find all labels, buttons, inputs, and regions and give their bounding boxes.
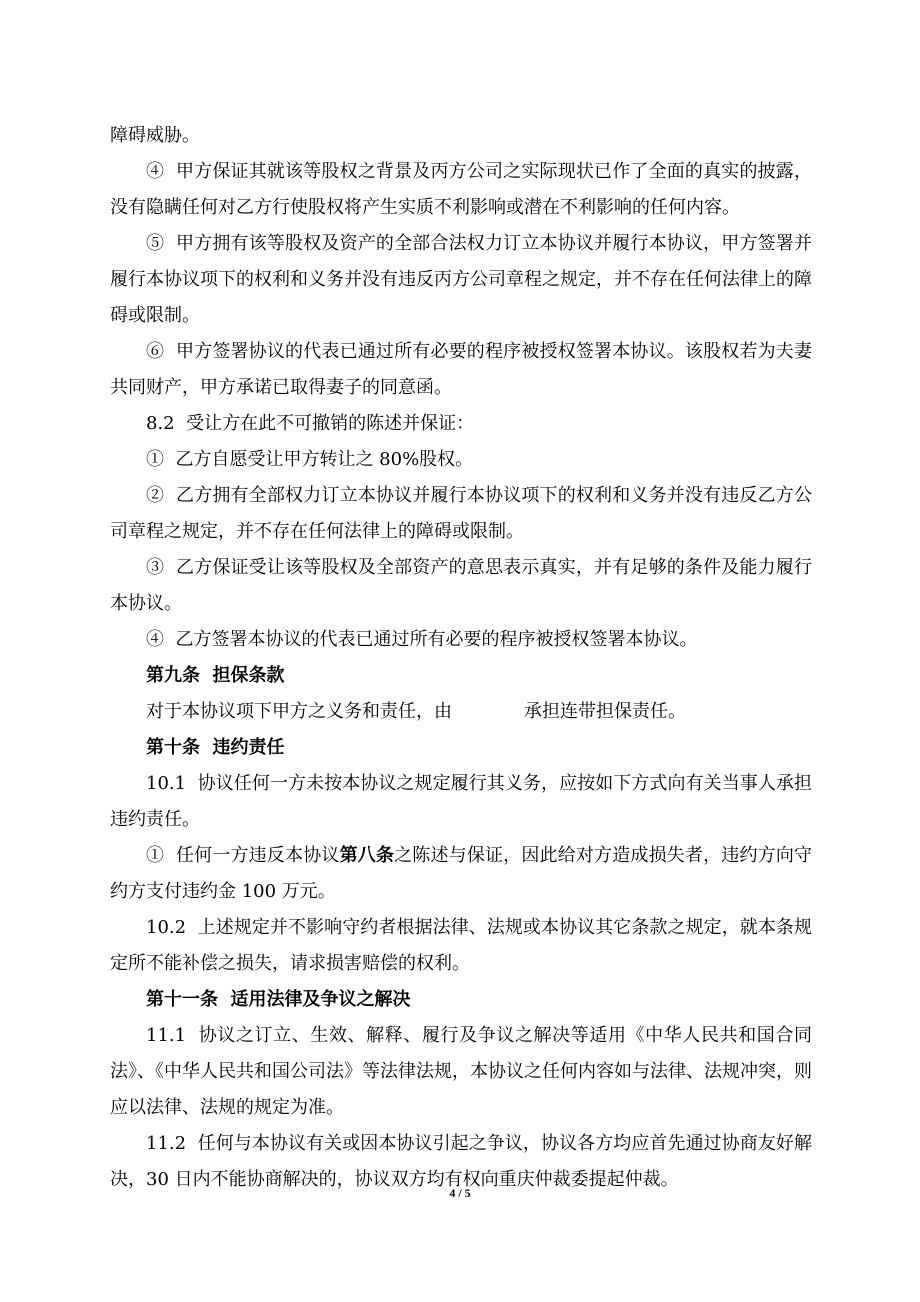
document-body <box>110 118 812 1198</box>
heading-article-10: 第十条 违约责任 <box>146 737 285 758</box>
paragraph-buyer-warranty-2: ② 乙方拥有全部权力订立本协议并履行本协议项下的权利和义务并没有违反乙方公司章程之规定，并不存在任何法律上的障碍或限制。 <box>110 485 812 542</box>
paragraph-8-2: 8.2 受让方在此不可撤销的陈述并保证： <box>146 413 475 434</box>
paragraph-10-2: 10.2 上述规定并不影响守约者根据法律、法规或本协议其它条款之规定，就本条规定所不能补偿之损失，请求损害赔偿的权利。 <box>110 917 812 974</box>
paragraph-warranty-6: ⑥ 甲方签署协议的代表已通过所有必要的程序被授权签署本协议。该股权若为夫妻共同财产，甲方承诺已取得妻子的同意函。 <box>110 341 812 398</box>
heading-article-11: 第十一条 适用法律及争议之解决 <box>146 989 411 1010</box>
paragraph-10-1: 10.1 协议任何一方未按本协议之规定履行其义务，应按如下方式向有关当事人承担违约责任。 <box>110 773 812 830</box>
paragraph-continuation: 障碍威胁。 <box>110 125 200 146</box>
paragraph-warranty-4: ④ 甲方保证其就该等股权之背景及丙方公司之实际现状已作了全面的真实的披露，没有隐瞒任何对乙方行使股权将产生实质不利影响或潜在不利影响的任何内容。 <box>110 161 812 218</box>
paragraph-11-2: 11.2 任何与本协议有关或因本协议引起之争议，协议各方均应首先通过协商友好解决，30 日内不能协商解决的，协议双方均有权向重庆仲裁委提起仲裁。 <box>110 1133 812 1190</box>
paragraph-buyer-warranty-3: ③ 乙方保证受让该等股权及全部资产的意思表示真实，并有足够的条件及能力履行本协议。 <box>110 557 812 614</box>
paragraph-breach-1 <box>110 838 812 910</box>
guarantee-text-start: 对于本协议项下甲方之义务和责任，由 <box>146 701 452 722</box>
paragraph-buyer-warranty-4: ④ 乙方签署本协议的代表已通过所有必要的程序被授权签署本协议。 <box>146 629 698 650</box>
paragraph-guarantee <box>110 694 812 730</box>
guarantee-text-end: 承担连带担保责任。 <box>524 701 686 722</box>
page-number: 4 / 5 <box>449 1186 471 1200</box>
breach-article-ref: 第八条 <box>339 845 395 866</box>
paragraph-warranty-5: ⑤ 甲方拥有该等股权及资产的全部合法权力订立本协议并履行本协议，甲方签署并履行本协议项下的权利和义务并没有违反丙方公司章程之规定，并不存在任何法律上的障碍或限制。 <box>110 233 812 326</box>
paragraph-buyer-warranty-1: ① 乙方自愿受让甲方转让之 80%股权。 <box>146 449 474 470</box>
paragraph-11-1: 11.1 协议之订立、生效、解释、履行及争议之解决等适用《中华人民共和国合同法》、《中华人民共和国公司法》等法律法规，本协议之任何内容如与法律、法规冲突，则应以法律、法规的规定为准。 <box>110 1025 812 1118</box>
breach-text-start: ① 任何一方违反本协议 <box>146 845 340 866</box>
heading-article-9: 第九条 担保条款 <box>146 665 285 686</box>
breach-text-end: 之陈述与保证，因此给对方造成损失者，违约方向守约方支付违约金 100 万元。 <box>110 845 812 902</box>
